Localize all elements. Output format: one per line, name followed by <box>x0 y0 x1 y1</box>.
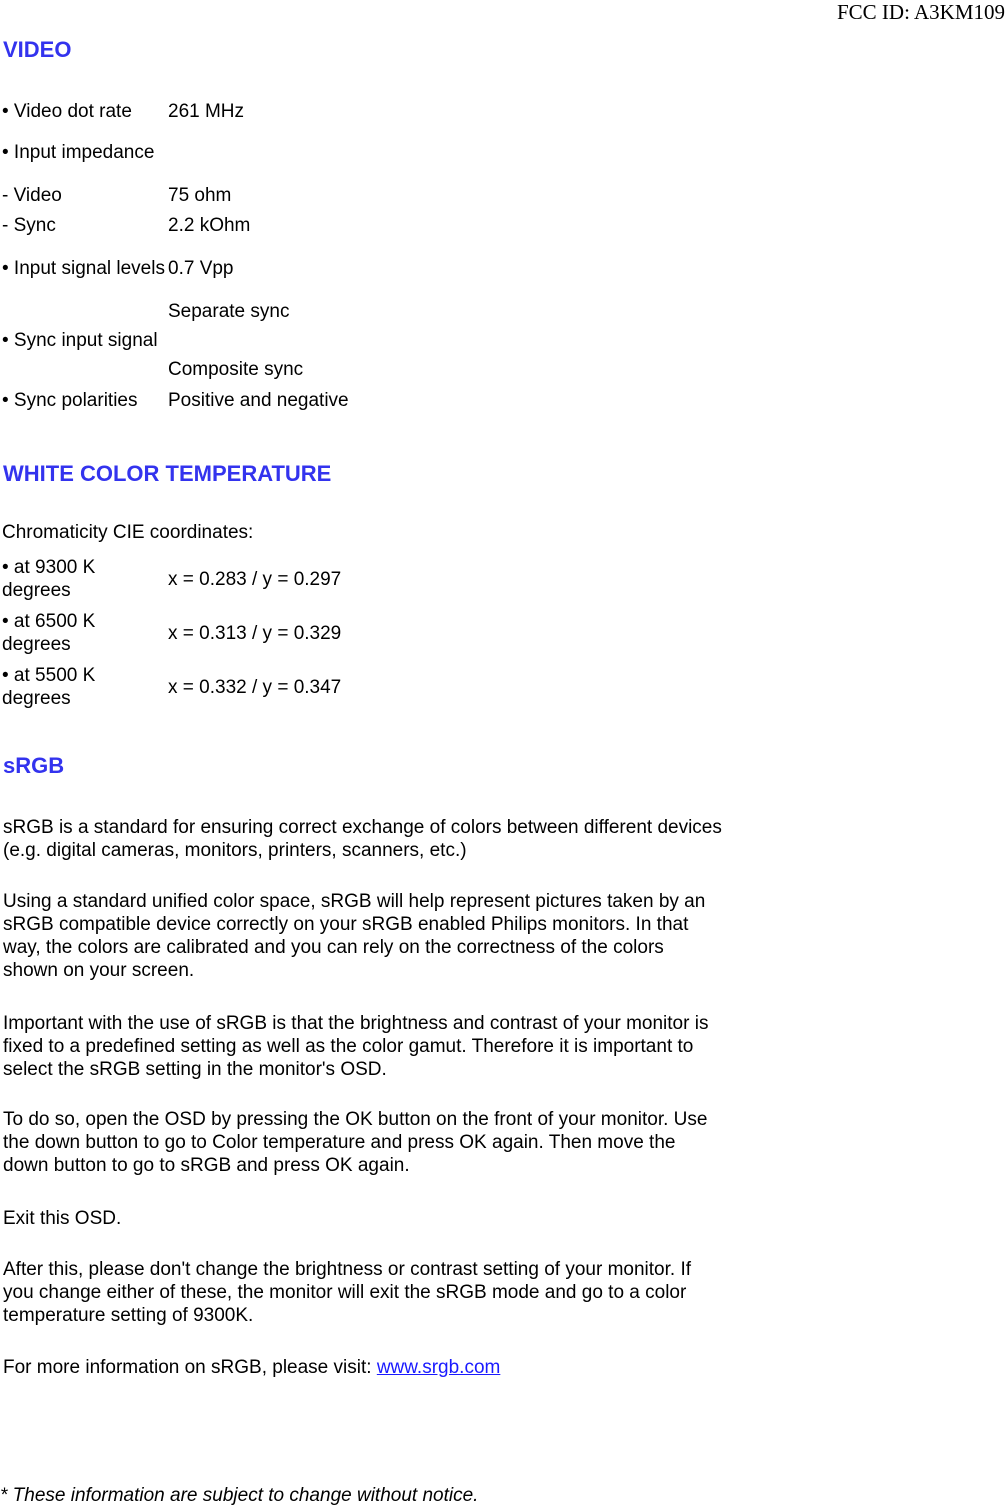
spec-value: Positive and negative <box>168 389 349 411</box>
srgb-paragraph: To do so, open the OSD by pressing the OK button on the front of your monitor. Use the down button to go to Color temperature and press OK again. Then move the down button to go to sRGB and press OK again. <box>3 1109 708 1176</box>
spec-label: • at 6500 K degrees <box>2 611 96 655</box>
table-row <box>2 98 349 124</box>
spec-label: • at 5500 K degrees <box>2 665 96 709</box>
more-info-text: For more information on sRGB, please visit: <box>3 1357 377 1378</box>
section-title-srgb: sRGB <box>3 753 65 778</box>
srgb-paragraph: After this, please don't change the brightness or contrast setting of your monitor. If you change either of these, the monitor will exit the sRGB mode and go to a color temperature setting of 9300K. <box>3 1259 692 1326</box>
srgb-paragraph: Important with the use of sRGB is that the brightness and contrast of your monitor is fixed to a predefined setting as well as the color gamut. Therefore it is important to select the sRGB setting in the monitor's OSD. <box>3 1013 709 1080</box>
table-row <box>2 552 341 606</box>
srgb-paragraph: Using a standard unified color space, sRGB will help represent pictures taken by an sRGB compatible device correctly on your sRGB enabled Philips monitors. In that way, the colors are calibrated and you can rely on the correctness of the colors shown on your screen. <box>3 891 706 981</box>
spec-value: 2.2 kOhm <box>168 215 251 236</box>
spec-label: • at 9300 K degrees <box>2 557 96 601</box>
spec-label: • Input impedance <box>2 141 155 163</box>
spec-value: 261 MHz <box>168 100 245 122</box>
spec-label: - Sync <box>2 215 56 236</box>
spec-label: • Video dot rate <box>2 100 132 122</box>
table-row <box>2 660 341 714</box>
srgb-paragraph: Exit this OSD. <box>3 1208 122 1229</box>
spec-value <box>168 124 349 180</box>
section-title-white-color-temperature: WHITE COLOR TEMPERATURE <box>3 461 332 486</box>
table-row <box>2 606 341 660</box>
spec-value: 0.7 Vpp <box>168 257 234 279</box>
spec-label: • Input signal levels <box>2 257 165 279</box>
footer-note: * These information are subject to change without notice. <box>0 1485 479 1506</box>
section-title-video: VIDEO <box>3 37 72 62</box>
table-row <box>2 210 349 241</box>
table-row <box>2 385 349 415</box>
table-row <box>2 124 349 180</box>
spec-value <box>168 295 349 385</box>
chromaticity-intro: Chromaticity CIE coordinates: <box>2 522 254 543</box>
spec-value: x = 0.332 / y = 0.347 <box>168 676 342 698</box>
white-spec-table <box>2 552 341 714</box>
spec-label: • Sync polarities <box>2 389 138 411</box>
srgb-paragraph: sRGB is a standard for ensuring correct exchange of colors between different devices (e.g. digital cameras, monitors, printers, scanners, etc.) <box>3 817 722 861</box>
spec-value: x = 0.313 / y = 0.329 <box>168 622 342 644</box>
table-row <box>2 241 349 295</box>
spec-value: 75 ohm <box>168 184 232 206</box>
spec-value-line: Separate sync <box>168 300 290 322</box>
srgb-website-link[interactable]: www.srgb.com <box>376 1357 501 1378</box>
table-row <box>2 180 349 210</box>
more-info-line <box>3 1356 723 1379</box>
video-spec-table <box>2 98 349 415</box>
spec-value-line: Composite sync <box>168 358 304 380</box>
spec-label: • Sync input signal <box>2 329 158 351</box>
fcc-id-label: FCC ID: A3KM109 <box>836 0 1005 24</box>
spec-label: - Video <box>2 184 62 206</box>
table-row <box>2 295 349 385</box>
spec-value: x = 0.283 / y = 0.297 <box>168 568 342 590</box>
